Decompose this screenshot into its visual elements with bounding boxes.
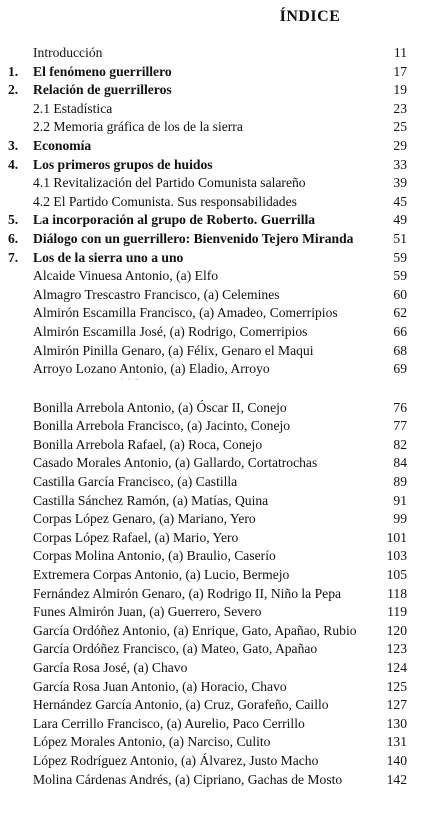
toc-entry-page: 91 (393, 492, 407, 508)
toc-entry-page: 11 (393, 45, 407, 60)
toc-entry-page: 17 (393, 63, 407, 79)
toc-entry (0, 585, 425, 604)
toc-entry-title: López Morales Antonio, (a) Narciso, Culito (33, 734, 271, 750)
toc-entry-title: Diálogo con un guerrillero: Bienvenido Tejero Miranda (33, 230, 354, 246)
toc-entry (0, 659, 425, 678)
toc-entry-page: 130 (386, 715, 407, 731)
toc-entry-page: 25 (393, 119, 407, 135)
toc-entry-page: 125 (386, 678, 407, 694)
toc-entry-title: Corpas López Genaro, (a) Mariano, Yero (33, 511, 256, 527)
toc-entry-page: 84 (393, 455, 407, 471)
toc-entry-title: López Rodríguez Antonio, (a) Álvarez, Justo Macho (33, 752, 319, 768)
toc-entry (0, 473, 425, 492)
toc-entry-page: 142 (386, 771, 407, 787)
toc-entry (0, 137, 425, 156)
toc-entry-title: Funes Almirón Juan, (a) Guerrero, Severo (33, 604, 262, 620)
toc-entry (0, 100, 425, 119)
toc-entry-title: Lara Cerrillo Francisco, (a) Aurelio, Paco Cerrillo (33, 715, 305, 731)
toc-entry (0, 249, 425, 268)
toc-entry-title: Bonilla Arrebola Rafael, (a) Roca, Conejo (33, 436, 263, 452)
toc-entry-page: 39 (393, 175, 407, 191)
toc-entry (0, 715, 425, 734)
toc-entry-title: Almirón Escamilla Francisco, (a) Amadeo, Comerripios (33, 305, 338, 321)
toc-entry-title: Casado Morales Antonio, (a) Gallardo, Cortatrochas (33, 455, 318, 471)
toc-entry-title: Almirón Escamilla José, (a) Rodrigo, Comerripios (33, 323, 308, 339)
toc-entry-title: Corpas López Rafael, (a) Mario, Yero (33, 529, 239, 545)
toc-entry-title: Hernández García Antonio, (a) Cruz, Gorafeño, Caillo (33, 697, 329, 713)
toc-entry-number: 4. (8, 156, 19, 172)
toc-entry-title: Relación de guerrilleros (33, 82, 172, 98)
toc-entry-page: 127 (386, 697, 407, 713)
toc-entry (0, 230, 425, 249)
toc-entry-page: 33 (393, 156, 407, 172)
toc-entry-page: 45 (393, 193, 407, 209)
toc-entry-title: García Rosa Juan Antonio, (a) Horacio, Chavo (33, 678, 287, 694)
toc-entry-page: 69 (393, 361, 407, 377)
toc-entry-title: Alcaide Vinuesa Antonio, (a) Elfo (33, 268, 219, 284)
page-title: ÍNDICE (279, 8, 341, 25)
toc-entry-page: 101 (386, 529, 407, 545)
toc-entry-page: 62 (393, 305, 407, 321)
toc-entry-title: García Ordóñez Antonio, (a) Enrique, Gato, Apañao, Rubio (33, 622, 357, 638)
toc-entry-page: 123 (386, 641, 407, 657)
toc-entry-number: 1. (8, 63, 19, 79)
toc-entry-page: 49 (393, 212, 407, 228)
toc-entry (0, 323, 425, 342)
toc-entry-title: 4.1 Revitalización del Partido Comunista salareño (33, 175, 306, 191)
toc-entry (0, 211, 425, 230)
toc-entry-page: 66 (393, 323, 407, 339)
toc-entry-page: 124 (386, 660, 407, 675)
toc-entry-page: 59 (393, 249, 407, 265)
toc-entry-title: 2.2 Memoria gráfica de los de la sierra (33, 119, 243, 135)
toc-entry-page: 77 (393, 418, 407, 434)
toc-entry (0, 547, 425, 566)
toc-entry (0, 640, 425, 659)
toc-entry (0, 267, 425, 286)
toc-entry-number: 3. (8, 137, 19, 153)
toc-entry (0, 733, 425, 752)
toc-entry (0, 81, 425, 100)
toc-entry-page: 60 (393, 286, 407, 302)
toc-entry (0, 174, 425, 193)
toc-entry-page: 23 (393, 100, 407, 116)
toc-entry-title: La incorporación al grupo de Roberto. Guerrilla (33, 212, 316, 228)
toc-entry (0, 454, 425, 473)
toc-entry-page: 119 (387, 604, 407, 620)
toc-entry-page: 140 (386, 752, 407, 768)
toc-entry-number: 2. (8, 82, 19, 98)
toc-entry-title: El fenómeno guerrillero (33, 63, 172, 79)
toc-entry (0, 492, 425, 511)
toc-entry (0, 696, 425, 715)
table-of-contents (0, 44, 425, 789)
toc-entry-title: Castilla Sánchez Ramón, (a) Matías, Quina (33, 492, 269, 508)
toc-entry-page: 118 (387, 585, 407, 601)
toc-entry (0, 156, 425, 175)
toc-entry (0, 529, 425, 548)
toc-section-second (0, 399, 425, 789)
toc-entry-page: 51 (393, 230, 407, 246)
toc-entry-title: 2.1 Estadística (33, 100, 113, 116)
toc-entry-title: Arroyo Lozano Antonio, (a) Eladio, Arroyo (33, 361, 270, 377)
toc-entry (0, 399, 425, 418)
toc-entry (0, 304, 425, 323)
toc-entry (0, 118, 425, 137)
toc-entry (0, 417, 425, 436)
toc-entry-page: 99 (393, 511, 407, 527)
toc-entry-page: 82 (393, 436, 407, 452)
toc-entry-title: Almagro Trescastro Francisco, (a) Celemines (33, 286, 280, 302)
toc-entry (0, 286, 425, 305)
toc-entry-number: 7. (8, 249, 19, 265)
toc-entry-number: 5. (8, 212, 19, 228)
toc-entry (0, 44, 425, 63)
toc-entry-title: 4.2 El Partido Comunista. Sus responsabilidades (33, 193, 297, 209)
toc-entry-title: Fernández Almirón Genaro, (a) Rodrigo II, Niño la Pepa (33, 585, 342, 601)
toc-entry (0, 436, 425, 455)
toc-entry (0, 360, 425, 379)
scan-gap (0, 376, 425, 399)
toc-entry-title: Corpas Molina Antonio, (a) Braulio, Caserío (33, 548, 276, 564)
toc-entry (0, 342, 425, 361)
toc-entry (0, 566, 425, 585)
toc-entry (0, 622, 425, 641)
toc-entry-title: García Ordóñez Francisco, (a) Mateo, Gato, Apañao (33, 641, 318, 657)
toc-entry (0, 752, 425, 771)
toc-entry-title: Los primeros grupos de huidos (33, 156, 213, 172)
toc-entry-title: García Rosa José, (a) Chavo (33, 660, 188, 675)
toc-entry (0, 603, 425, 622)
toc-entry-page: 19 (393, 82, 407, 98)
toc-entry-page: 105 (386, 567, 407, 583)
toc-entry-title: Molina Cárdenas Andrés, (a) Cipriano, Gachas de Mosto (33, 771, 343, 787)
toc-entry-page: 76 (393, 399, 407, 415)
toc-entry (0, 193, 425, 212)
toc-entry (0, 678, 425, 697)
toc-entry-title: Bonilla Arrebola Antonio, (a) Óscar II, Conejo (33, 399, 287, 415)
toc-entry (0, 63, 425, 82)
toc-entry-title: Extremera Corpas Antonio, (a) Lucio, Bermejo (33, 567, 290, 583)
toc-entry-page: 59 (393, 268, 407, 284)
toc-entry-page: 89 (393, 474, 407, 490)
toc-entry-page: 29 (393, 137, 407, 153)
toc-entry-title: Los de la sierra uno a uno (33, 249, 184, 265)
toc-entry-title: Bonilla Arrebola Francisco, (a) Jacinto, Conejo (33, 418, 291, 434)
toc-entry-title: Introducción (33, 45, 103, 60)
toc-section-first (0, 44, 425, 379)
toc-entry-title: Castilla García Francisco, (a) Castilla (33, 474, 238, 490)
toc-entry-title: Economía (33, 137, 92, 153)
toc-entry-page: 120 (386, 622, 407, 638)
toc-entry-title: Almirón Pinilla Genaro, (a) Félix, Genaro el Maqui (33, 342, 314, 358)
toc-entry-page: 68 (393, 342, 407, 358)
toc-entry (0, 771, 425, 790)
toc-entry-page: 131 (386, 734, 407, 750)
toc-entry (0, 510, 425, 529)
toc-entry-page: 103 (386, 548, 407, 564)
toc-entry-number: 6. (8, 230, 19, 246)
faint-bleedthrough-mark: ´ ` ˇ (120, 376, 139, 389)
